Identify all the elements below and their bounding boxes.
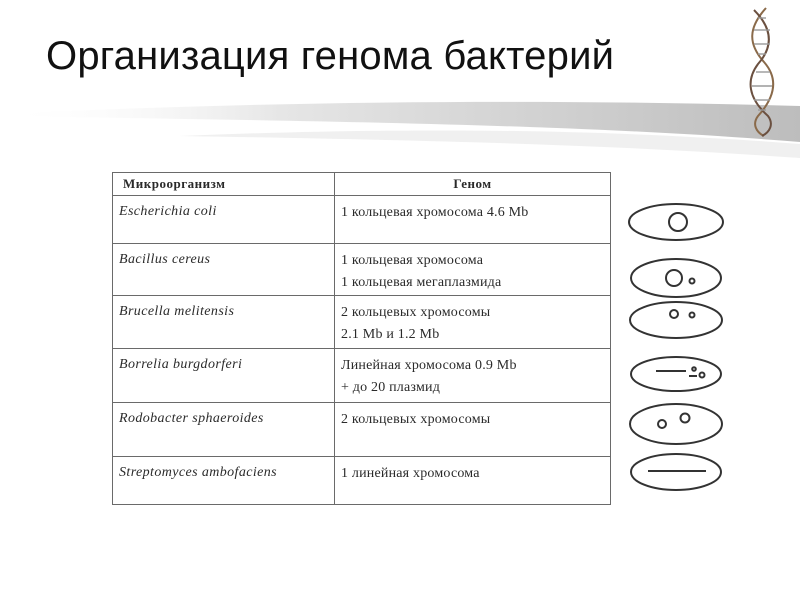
organism-name: Escherichia coli [119, 204, 217, 219]
slide-title: Организация генома бактерий [46, 34, 615, 78]
table-row [113, 457, 611, 505]
genome-line: 2 кольцевых хромосомы [341, 305, 491, 320]
linear-chromosome-icon [631, 454, 721, 490]
table-row [113, 196, 611, 244]
table-header-row [113, 173, 611, 196]
genome-cell [335, 349, 611, 403]
chromosome-with-megaplasmid-icon [631, 259, 721, 297]
genome-line: 1 кольцевая хромосома 4.6 Mb [341, 205, 529, 220]
single-circular-chromosome-icon [629, 204, 723, 240]
genome-cell [335, 244, 611, 296]
genome-cell [335, 403, 611, 457]
header-organism: Микроорганизм [113, 173, 335, 196]
genome-cell [335, 196, 611, 244]
header-genome: Геном [335, 173, 611, 196]
organism-name: Bacillus cereus [119, 252, 211, 267]
genome-line: 2 кольцевых хромосомы [341, 412, 491, 427]
genome-line: + до 20 плазмид [341, 380, 441, 395]
genome-line: Линейная хромосома 0.9 Mb [341, 358, 517, 373]
organism-cell [113, 244, 335, 296]
table-row [113, 349, 611, 403]
decorative-swoosh [0, 96, 800, 166]
organism-cell [113, 349, 335, 403]
genome-line: 2.1 Mb и 1.2 Mb [341, 327, 440, 342]
organism-cell [113, 196, 335, 244]
organism-cell [113, 403, 335, 457]
table-row [113, 296, 611, 349]
genome-cell [335, 296, 611, 349]
genome-line: 1 линейная хромосома [341, 466, 480, 481]
two-circular-chromosomes-icon [630, 302, 722, 338]
genome-line: 1 кольцевая мегаплазмида [341, 275, 502, 290]
organism-name: Streptomyces ambofaciens [119, 465, 277, 480]
genome-table [112, 172, 611, 505]
organism-name: Borrelia burgdorferi [119, 357, 243, 372]
dna-helix-icon [742, 6, 782, 138]
genome-line: 1 кольцевая хромосома [341, 253, 484, 268]
linear-chromosome-with-plasmids-icon [631, 357, 721, 391]
genome-cell [335, 457, 611, 505]
table-row [113, 244, 611, 296]
table-row [113, 403, 611, 457]
genome-diagrams [628, 196, 738, 496]
organism-name: Rodobacter sphaeroides [119, 411, 264, 426]
organism-cell [113, 457, 335, 505]
organism-name: Brucella melitensis [119, 304, 235, 319]
two-small-circular-chromosomes-icon [630, 404, 722, 444]
organism-cell [113, 296, 335, 349]
